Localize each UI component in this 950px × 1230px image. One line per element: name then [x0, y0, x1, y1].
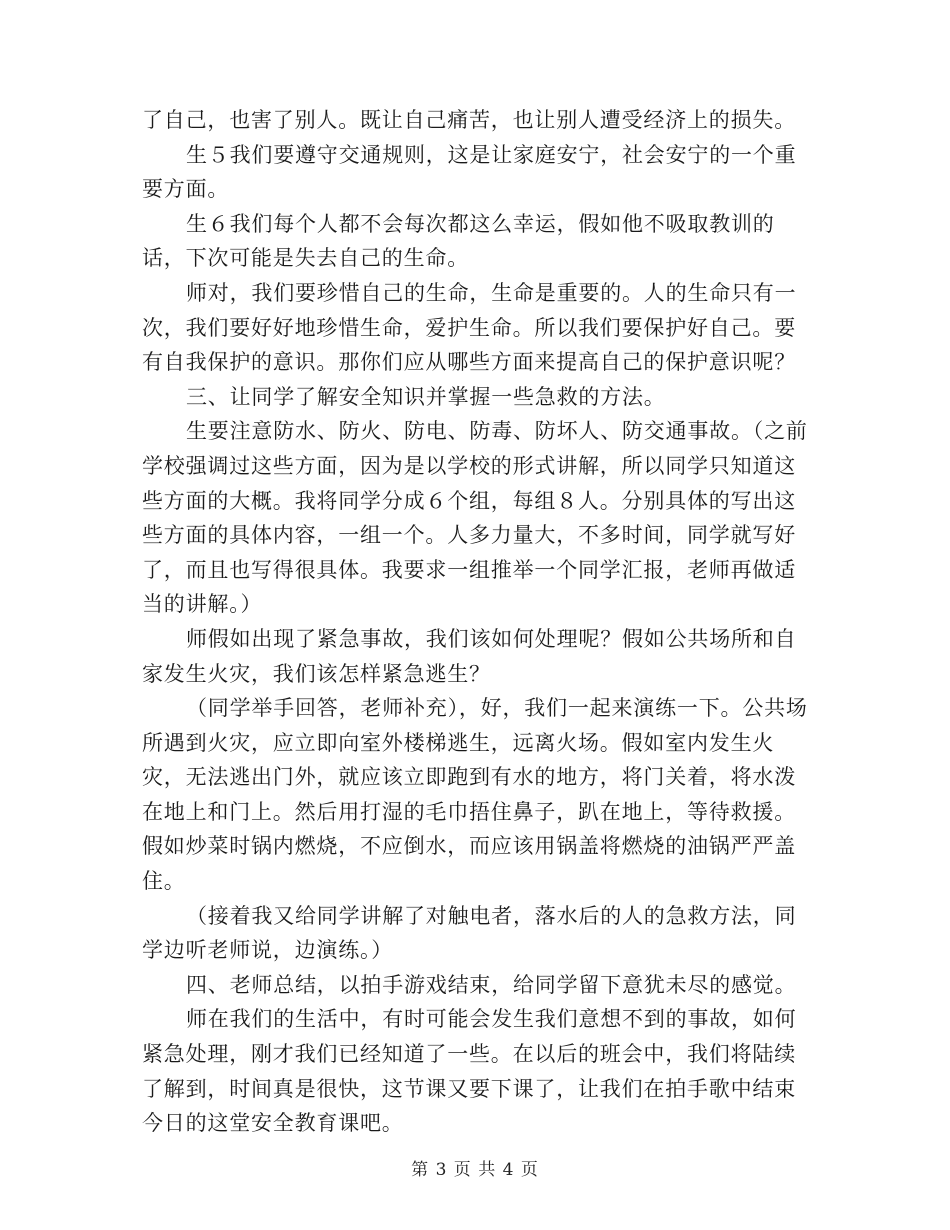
paragraph-student-5: 生５我们要遵守交通规则，这是让家庭安宁，社会安宁的一个重要方面。 [142, 142, 797, 202]
document-body [142, 103, 812, 1141]
paragraph-teacher-cherish-life: 师对，我们要珍惜自己的生命，生命是重要的。人的生命只有一次，我们要好好地珍惜生命，爱护生命。所以我们要保护好自己。要有自我保护的意识。那你们应从哪些方面来提高自己的保护意识呢？ [142, 280, 797, 375]
paragraph-first-aid: （接着我又给同学讲解了对触电者，落水后的人的急救方法，同学边听老师说，边演练。） [142, 903, 797, 963]
paragraph-teacher-summary: 师在我们的生活中，有时可能会发生我们意想不到的事故，如何紧急处理，刚才我们已经知道了一些。在以后的班会中，我们将陆续了解到，时间真是很快，这节课又要下课了，让我们在拍手歌中结束今日的这堂安全教育课吧。 [142, 1007, 797, 1136]
paragraph-student-safety-topics: 生要注意防水、防火、防电、防毒、防坏人、防交通事故。（之前学校强调过这些方面，因为是以学校的形式讲解，所以同学只知道这些方面的大概。我将同学分成６个组，每组８人。分别具体的写出这些方面的具体内容，一组一个。人多力量大，不多时间，同学就写好了，而且也写得很具体。我要求一组推举一个同学汇报，老师再做适当的讲解。） [142, 419, 808, 617]
page-number-footer: 第 3 页 共 4 页 [411, 1160, 539, 1180]
section-heading-4: 四、老师总结，以拍手游戏结束，给同学留下意犹未尽的感觉。 [186, 972, 797, 997]
paragraph-fire-drill: （同学举手回答，老师补充），好，我们一起来演练一下。公共场所遇到火灾，应立即向室外楼梯逃生，远离火场。假如室内发生火灾，无法逃出门外，就应该立即跑到有水的地方，将门关着，将水泼在地上和门上。然后用打湿的毛巾捂住鼻子，趴在地上，等待救援。假如炒菜时锅内燃烧，不应倒水，而应该用锅盖将燃烧的油锅严严盖住。 [142, 696, 808, 894]
paragraph-teacher-emergency-question: 师假如出现了紧急事故，我们该如何处理呢？假如公共场所和自家发生火灾，我们该怎样紧急逃生？ [142, 626, 797, 686]
paragraph-continuation: 了自己，也害了别人。既让自己痛苦，也让别人遭受经济上的损失。 [142, 108, 796, 132]
paragraph-student-6: 生６我们每个人都不会每次都这么幸运，假如他不吸取教训的话，下次可能是失去自己的生命。 [142, 211, 775, 271]
section-heading-3: 三、让同学了解安全知识并掌握一些急救的方法。 [186, 384, 666, 409]
